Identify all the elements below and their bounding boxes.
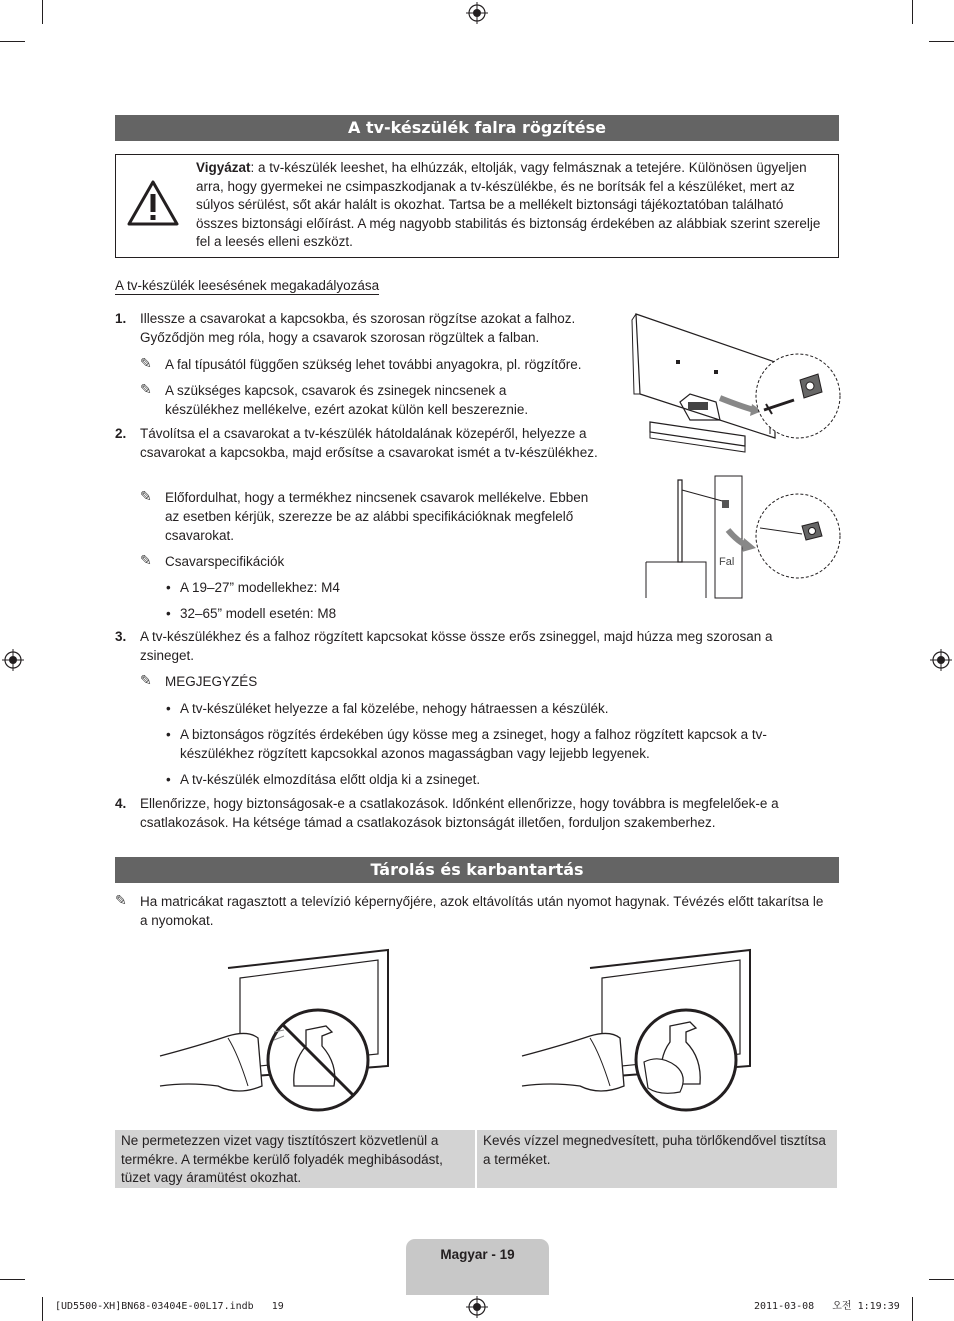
wall-label: Fal — [719, 556, 735, 568]
section-title-storage-maintenance: Tárolás és karbantartás — [115, 857, 839, 883]
crop-mark — [0, 1279, 25, 1280]
page-number-tab: Magyar - 19 — [406, 1239, 549, 1295]
note-text: Ha matricákat ragasztott a televízió képernyőjére, azok eltávolítás után nyomot hagynak. Tévézés előtt takarítsa le a nyomokat. — [140, 894, 824, 928]
note-text: A szükséges kapcsok, csavarok és zsinegek nincsenek a készülékhez mellékelve, ezért azokat külön kell beszereznie. — [165, 383, 529, 417]
crop-mark — [42, 1297, 43, 1321]
caption-no-spray: Ne permetezzen vizet vagy tisztítószert közvetlenül a termékre. A termékbe kerülő folyadék meghibásodást, tüzet vagy áramütést okozhat. — [115, 1130, 475, 1188]
tv-back-bracket-illustration — [630, 310, 840, 460]
note-text: Csavarspecifikációk — [165, 554, 285, 569]
bullet-text: A tv-készülék elmozdítása előtt oldja ki a zsineget. — [180, 772, 481, 787]
registration-mark-icon — [2, 649, 24, 671]
file-info: [UD5500-XH]BN68-03404E-00L17.indb 19 — [55, 1301, 284, 1312]
warning-box — [115, 154, 839, 258]
crop-mark — [912, 0, 913, 24]
bullet-icon: • — [166, 772, 171, 787]
no-spray-illustration — [158, 946, 398, 1116]
caption-damp-cloth: Kevés vízzel megnedvesített, puha törlőkendővel tisztítsa a terméket. — [477, 1130, 837, 1188]
timestamp: 2011-03-08 오전 1:19:39 — [754, 1301, 900, 1312]
step-text: A tv-készülékhez és a falhoz rögzített kapcsokat kösse össze erős zsineggel, majd húzza meg szorosan a zsineget. — [140, 629, 773, 663]
note-icon: ✎ — [140, 381, 152, 397]
registration-mark-icon — [466, 2, 488, 24]
tv-wall-side-illustration — [642, 476, 842, 598]
subtitle-prevent-falling: A tv-készülék leesésének megakadályozása — [115, 278, 380, 293]
bullet-icon: • — [166, 606, 171, 621]
crop-mark — [929, 1279, 954, 1280]
step-text: Illessze a csavarokat a kapcsokba, és szorosan rögzítse azokat a falhoz. Győződjön meg róla, hogy a csavarok szorosan rögzültek a falban. — [140, 311, 576, 345]
step-text: Ellenőrizze, hogy biztonságosak-e a csatlakozások. Időnként ellenőrizze, hogy továbbra is megfelelőek-e a csatlakozások. Ha kétsége támad a csatlakozások biztonságát illetően, forduljon szakemberhez. — [140, 796, 779, 830]
bullet-icon: • — [166, 580, 171, 595]
step-text: Távolítsa el a csavarokat a tv-készülék hátoldalának közepéről, helyezze a csavarokat a kapcsokba, majd erősítse a csavarokat ismét a tv-készülékhez. — [140, 426, 598, 460]
note-icon: ✎ — [140, 488, 152, 504]
warning-body: : a tv-készülék leeshet, ha elhúzzák, eltolják, vagy felmásznak a tetejére. Különösen ügyeljen arra, hogy gyermekei ne csimpaszkodjanak a tv-készülékbe, és ne borítsák fel a készüléket, mert az súlyos sérülést, sőt akár halált is okozhat. Tartsa be a mellékelt biztonsági tájékoztatóban található összes biztonsági előírást. A még nagyobb stabilitás és biztonság érdekében az alábbiak szerint szerelje fel a leesés elleni eszközt. — [196, 160, 821, 249]
note-icon: ✎ — [140, 552, 152, 568]
step-number: 3. — [115, 629, 127, 644]
note-text: Előfordulhat, hogy a termékhez nincsenek csavarok mellékelve. Ebben az esetben kérjük, szerezze be az alábbi specifikációknak megfelelő csavarokat. — [165, 490, 589, 543]
note-text: A fal típusától függően szükség lehet további anyagokra, pl. rögzítőre. — [165, 357, 582, 372]
section-title-wall-mount: A tv-készülék falra rögzítése — [115, 115, 839, 141]
step-number: 2. — [115, 426, 127, 441]
crop-mark — [912, 1297, 913, 1321]
note-icon: ✎ — [115, 892, 127, 908]
note-icon: ✎ — [140, 355, 152, 371]
bullet-text: A 19–27” modellekhez: M4 — [180, 580, 340, 595]
bullet-text: 32–65” modell esetén: M8 — [180, 606, 337, 621]
step-number: 1. — [115, 311, 127, 326]
note-icon: ✎ — [140, 672, 152, 688]
bullet-icon: • — [166, 727, 171, 742]
crop-mark — [42, 0, 43, 24]
crop-mark — [0, 41, 25, 42]
step-number: 4. — [115, 796, 127, 811]
registration-mark-icon — [930, 649, 952, 671]
note-heading: MEGJEGYZÉS — [165, 674, 258, 689]
warning-text — [196, 159, 828, 252]
warning-label: Vigyázat — [196, 160, 251, 175]
bullet-text: A tv-készüléket helyezze a fal közelébe, nehogy hátraessen a készülék. — [180, 701, 609, 716]
crop-mark — [929, 41, 954, 42]
warning-triangle-icon — [127, 180, 179, 226]
bullet-icon: • — [166, 701, 171, 716]
registration-mark-icon — [466, 1296, 488, 1318]
bullet-text: A biztonságos rögzítés érdekében úgy kösse meg a zsineget, hogy a falhoz rögzített kapcsok a tv-készülékhez rögzített kapcsokkal azonos magasságban vagy lejjebb legyenek. — [180, 727, 767, 761]
damp-cloth-illustration — [520, 946, 760, 1116]
